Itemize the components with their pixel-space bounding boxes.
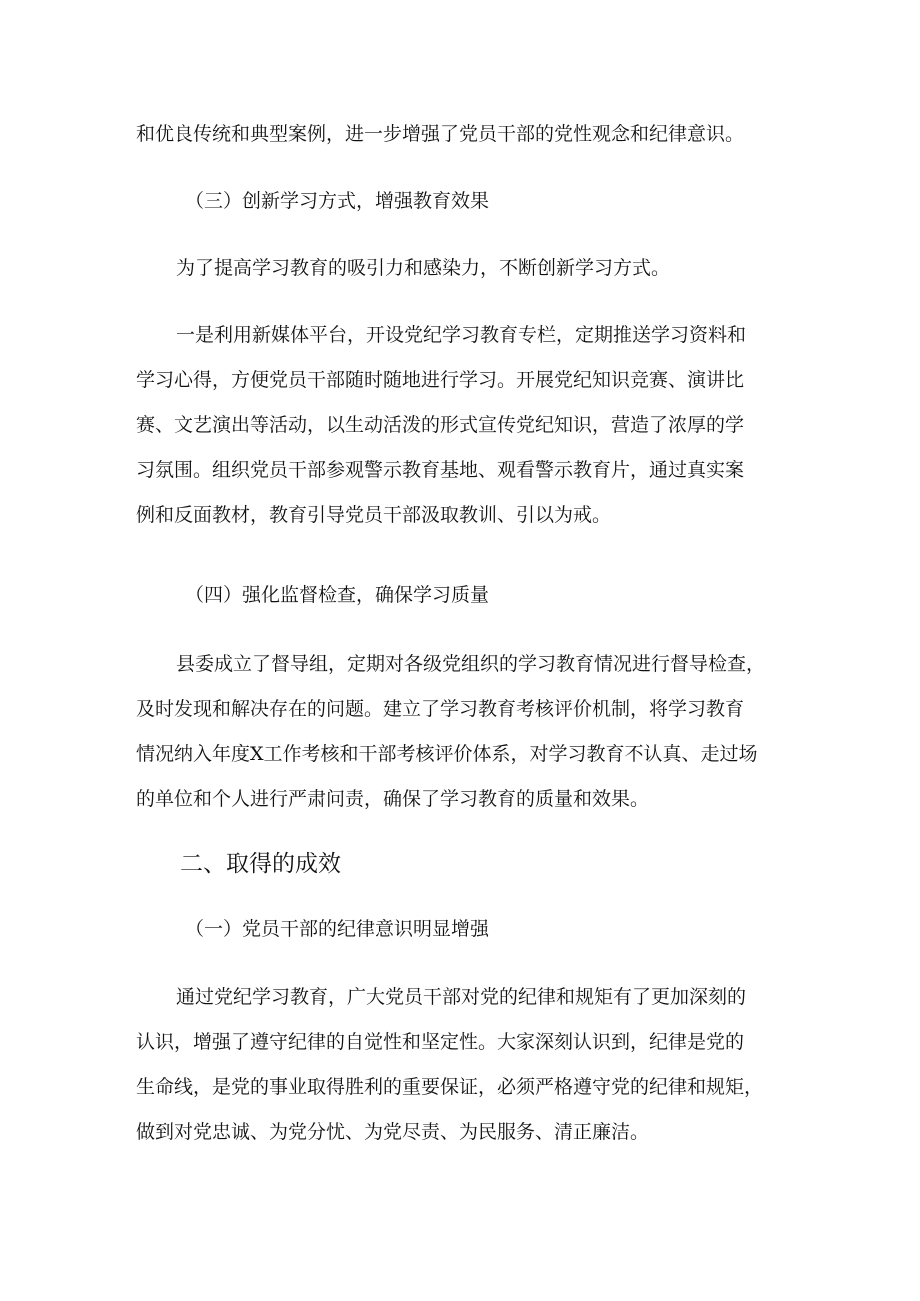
subheading-supervision: （四）强化监督检查，确保学习质量 <box>185 584 490 606</box>
paragraph-line: 通过党纪学习教育，广大党员干部对党的纪律和规矩有了更加深刻的 <box>176 986 747 1008</box>
paragraph-line: 的单位和个人进行严肃问责，确保了学习教育的质量和效果。 <box>136 788 650 810</box>
paragraph-line: 生命线，是党的事业取得胜利的重要保证，必须严格遵守党的纪律和规矩， <box>136 1076 764 1098</box>
paragraph-discipline-awareness <box>136 975 792 1155</box>
paragraph-line: 认识，增强了遵守纪律的自觉性和坚定性。大家深刻认识到，纪律是党的 <box>136 1031 745 1053</box>
paragraph-line: 为了提高学习教育的吸引力和感染力，不断创新学习方式。 <box>176 257 671 279</box>
subheading-innovate-learning: （三）创新学习方式，增强教育效果 <box>185 190 490 212</box>
paragraph-line: 例和反面教材，教育引导党员干部汲取教训、引以为戒。 <box>136 504 612 526</box>
section-heading-achievements: 二、取得的成效 <box>180 851 341 877</box>
paragraph-supervision <box>136 642 792 822</box>
paragraph-line: 做到对党忠诚、为党分忧、为党尽责、为民服务、清正廉洁。 <box>136 1121 650 1143</box>
paragraph-line: 习氛围。组织党员干部参观警示教育基地、观看警示教育片，通过真实案 <box>136 459 745 481</box>
paragraph-line: 情况纳入年度X工作考核和干部考核评价体系，对学习教育不认真、走过场 <box>136 743 758 765</box>
paragraph-line: 学习心得，方便党员干部随时随地进行学习。开展党纪知识竞赛、演讲比 <box>136 369 745 391</box>
paragraph-innovate-intro <box>136 246 792 291</box>
paragraph-line: 及时发现和解决存在的问题。建立了学习教育考核评价机制，将学习教育 <box>136 698 745 720</box>
subheading-discipline-awareness: （一）党员干部的纪律意识明显增强 <box>185 918 490 940</box>
paragraph-line: 一是利用新媒体平台，开设党纪学习教育专栏，定期推送学习资料和 <box>176 324 747 346</box>
paragraph-new-media <box>136 313 792 538</box>
paragraph-line: 县委成立了督导组，定期对各级党组织的学习教育情况进行督导检查， <box>176 653 766 675</box>
paragraph-line: 和优良传统和典型案例，进一步增强了党员干部的党性观念和纪律意识。 <box>136 123 745 145</box>
paragraph-continuation <box>136 112 792 157</box>
paragraph-line: 赛、文艺演出等活动，以生动活泼的形式宣传党纪知识，营造了浓厚的学 <box>136 414 745 436</box>
